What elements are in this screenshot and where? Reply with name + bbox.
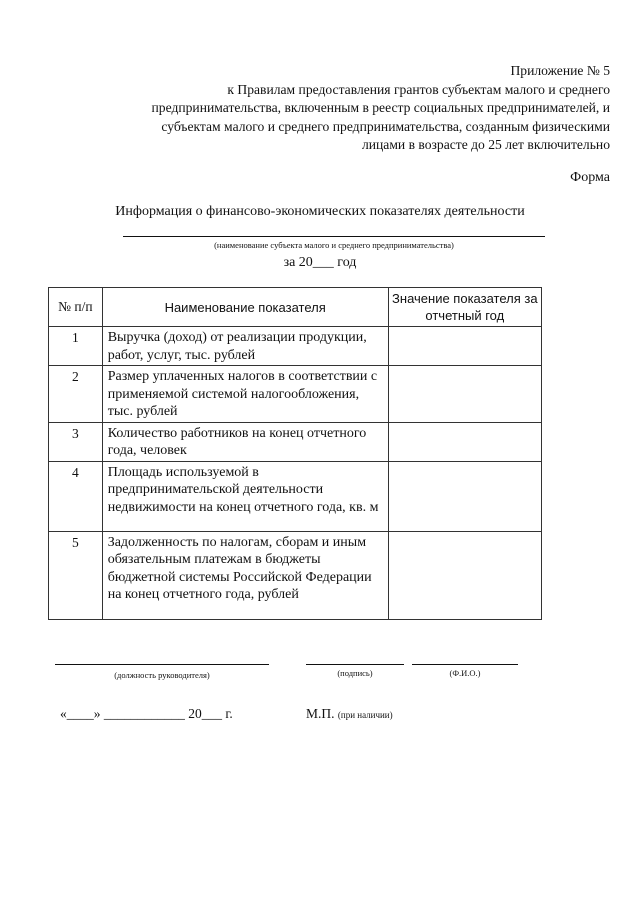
date-line: «____» ____________ 20___ г. (60, 706, 233, 721)
appendix-line: субъектам малого и среднего предпринимательства, созданным физическими (161, 118, 610, 134)
row-indicator: Площадь используемой в предпринимательской деятельности недвижимости на конец отчетного года, кв. м (102, 461, 388, 531)
position-line[interactable] (55, 664, 269, 665)
position-caption: (должность руководителя) (114, 670, 210, 680)
row-indicator: Выручка (доход) от реализации продукции, работ, услуг, тыс. рублей (102, 327, 388, 366)
row-value-cell[interactable] (388, 366, 541, 423)
row-value-cell[interactable] (388, 422, 541, 461)
form-label: Форма (570, 170, 610, 185)
row-number: 3 (49, 422, 103, 461)
row-number: 4 (49, 461, 103, 531)
fio-caption: (Ф.И.О.) (449, 668, 481, 678)
table-row (49, 327, 542, 366)
table-row (49, 422, 542, 461)
appendix-line: предпринимательства, включенным в реестр социальных предпринимателей, и (151, 100, 610, 116)
stamp-note: (при наличии) (337, 710, 393, 720)
appendix-number: Приложение № 5 (510, 63, 610, 78)
organization-name-line[interactable] (123, 236, 545, 237)
row-value-cell[interactable] (388, 531, 541, 619)
report-year: за 20___ год (283, 255, 357, 270)
signature-line[interactable] (306, 664, 404, 665)
row-indicator: Размер уплаченных налогов в соответствии с применяемой системой налогообложения, тыс. рублей (102, 366, 388, 423)
indicators-table (48, 287, 542, 620)
row-number: 1 (49, 327, 103, 366)
row-number: 2 (49, 366, 103, 423)
row-value-cell[interactable] (388, 327, 541, 366)
header-num: № п/п (49, 288, 103, 327)
table-header-row (49, 288, 542, 327)
document-title: Информация о финансово-экономических показателях деятельности (115, 204, 525, 219)
stamp-place (306, 706, 393, 722)
appendix-line: лицами в возрасте до 25 лет включительно (361, 137, 610, 153)
appendix-header (90, 62, 610, 155)
header-name: Наименование показателя (102, 288, 388, 327)
row-indicator: Количество работников на конец отчетного года, человек (102, 422, 388, 461)
table-row (49, 531, 542, 619)
table-row (49, 461, 542, 531)
header-value: Значение показателя за отчетный год (388, 288, 541, 327)
row-indicator: Задолженность по налогам, сборам и иным обязательным платежам в бюджеты бюджетной системы Российской Федерации на конец отчетного года, рублей (102, 531, 388, 619)
appendix-line: к Правилам предоставления грантов субъектам малого и среднего (227, 81, 610, 97)
organization-name-caption: (наименование субъекта малого и среднего предпринимательства) (214, 240, 454, 250)
fio-line[interactable] (412, 664, 518, 665)
stamp-label: М.П. (306, 706, 335, 721)
signature-caption: (подпись) (337, 668, 373, 678)
row-number: 5 (49, 531, 103, 619)
row-value-cell[interactable] (388, 461, 541, 531)
table-row (49, 366, 542, 423)
